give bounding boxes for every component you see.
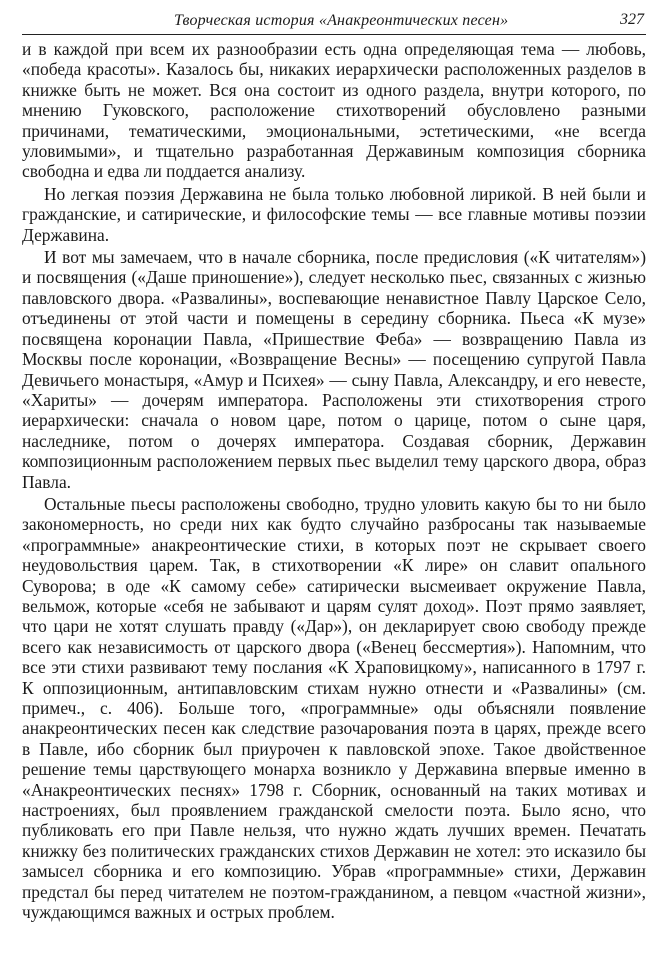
running-head xyxy=(22,8,646,35)
book-page xyxy=(22,8,646,948)
running-title: Творческая история «Анакреонтических песен» xyxy=(174,12,509,29)
paragraph-continuation: и в каждой при всем их разнообразии есть одна определяющая тема — любовь, «победа красоты». Казалось бы, никаких иерархически расположенных разделов в книжке быть не может. Вся она состоит из одного раздела, внутри которого, по мнению Гуковского, расположение стихотворений обусловлено разными причинами, тематическими, эмоциональными, эстетическими, «не всегда уловимыми», и тщательно разработанная Державиным композиция сборника свободна и едва ли поддается анализу. xyxy=(22,39,646,182)
page-number: 327 xyxy=(620,11,644,28)
paragraph-programmatic-poems: Остальные пьесы расположены свободно, трудно уловить какую бы то ни было закономерность, но среди них как будто случайно разбросаны так называемые «программные» анакреонтические стихи, в которых поэт не скрывает своего неудовольствия царем. Так, в стихотворении «К лире» он славит опального Суворова; в оде «К самому себе» сатирически высмеивает окружение Павла, вельмож, которые «себя не забывают и царям сулят доход». Поэт прямо заявляет, что цари не хотят слушать правду («Дар»), он декларирует свою свободу прежде всего как независимость от царского двора («Венец бессмертия»). Напомним, что все эти стихи развивают тему послания «К Храповицкому», написанного в 1797 г. К оппозиционным, антипавловским стихам нужно отнести и «Развалины» (см. примеч., с. 406). Больше того, «программные» оды объясняли появление анакреонтических песен как следствие разочарования поэта в царях, прежде всего в Павле, ибо сборник был приурочен к павловской эпохе. Такое двойственное решение темы царствующего монарха возникло у Державина впервые именно в «Анакреонтических песнях» 1798 г. Сборник, основанный на таких мотивах и настроениях, был проявлением гражданской смелости поэта. Было ясно, что публиковать его при Павле нельзя, что нужно ждать лучших времен. Печатать книжку без политических гражданских стихов Державин не хотел: это исказило бы замысел сборника и его композицию. Убрав «программные» стихи, Державин предстал бы перед читателем не поэтом-гражданином, а певцом «частной жизни», чуждающимся важных и острых проблем. xyxy=(22,493,646,923)
paragraph-light-poetry: Но легкая поэзия Державина не была только любовной лирикой. В ней были и гражданские, и сатирические, и философские темы — все главные мотивы поэзии Державина. xyxy=(22,183,646,245)
paragraph-collection-opening: И вот мы замечаем, что в начале сборника, после предисловия («К читателям») и посвящения («Даше приношение»), следует несколько пьес, связанных с жизнью павловского двора. «Развалины», воспевающие ненавистное Павлу Царское Село, отъединены от этой части и помещены в середину сборника. Пьеса «К музе» посвящена коронации Павла, «Пришествие Феба» — возвращению Павла из Москвы после коронации, «Возвращение Весны» — посещению супругой Павла Девичьего монастыря, «Амур и Психея» — сыну Павла, Александру, и его невесте, «Хариты» — дочерям императора. Расположены эти стихотворения строго иерархически: сначала о новом царе, потом о царице, потом о сыне царя, наследнике, потом о дочерях императора. Создавая сборник, Державин композиционным расположением первых пьес выделил тему царского двора, образ Павла. xyxy=(22,247,646,492)
body-text xyxy=(22,39,646,922)
